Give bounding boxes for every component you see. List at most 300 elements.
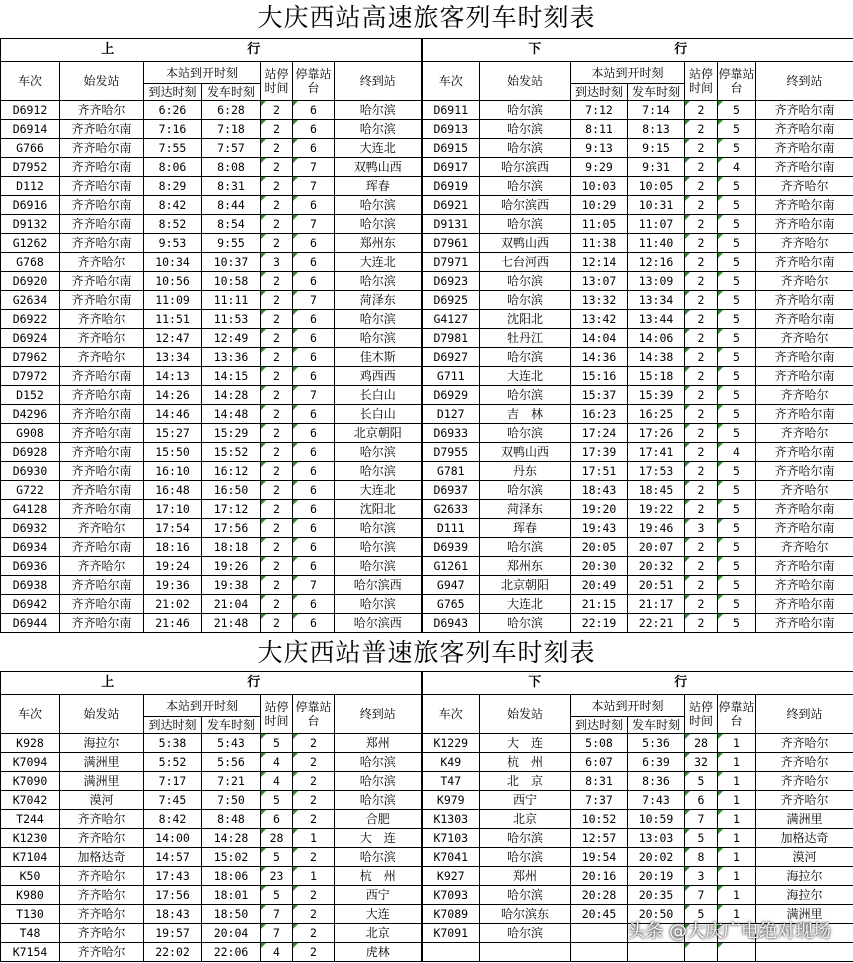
down-cell-stop: 2 <box>685 443 718 462</box>
up-cell-arrive: 8:06 <box>144 158 202 177</box>
up-cell-train: K7042 <box>1 791 60 810</box>
down-cell-train: G2633 <box>422 500 480 519</box>
up-cell-depart: 21:48 <box>202 614 261 633</box>
up-cell-origin: 海拉尔 <box>60 734 144 753</box>
down-cell-train: D6915 <box>422 139 480 158</box>
table-row <box>1 120 853 139</box>
down-cell-depart: 18:45 <box>628 481 685 500</box>
down-cell-arrive: 21:15 <box>571 595 628 614</box>
up-cell-train: D6916 <box>1 196 60 215</box>
up-cell-depart: 19:26 <box>202 557 261 576</box>
down-cell-arrive: 11:38 <box>571 234 628 253</box>
up-cell-dest: 哈尔滨 <box>335 215 422 234</box>
down-cell-arrive: 10:52 <box>571 810 628 829</box>
down-cell-train: G781 <box>422 462 480 481</box>
up-cell-stop: 2 <box>261 443 293 462</box>
up-cell-arrive: 14:13 <box>144 367 202 386</box>
up-cell-stop: 2 <box>261 158 293 177</box>
down-cell-dest: 齐齐哈尔南 <box>756 595 853 614</box>
col-times-group: 本站到开时刻 <box>571 62 685 84</box>
down-cell-platform: 5 <box>718 500 756 519</box>
up-cell-arrive: 10:56 <box>144 272 202 291</box>
up-cell-train: D7952 <box>1 158 60 177</box>
col-depart: 发车时刻 <box>628 717 685 734</box>
down-cell-platform: 5 <box>718 272 756 291</box>
up-cell-train: D6924 <box>1 329 60 348</box>
up-cell-arrive: 19:57 <box>144 924 202 943</box>
down-cell-stop: 2 <box>685 253 718 272</box>
up-cell-train: K980 <box>1 886 60 905</box>
up-cell-arrive: 19:24 <box>144 557 202 576</box>
table-row <box>1 538 853 557</box>
up-cell-stop: 2 <box>261 481 293 500</box>
col-arrive: 到达时刻 <box>571 84 628 101</box>
up-cell-depart: 13:36 <box>202 348 261 367</box>
down-cell-depart: 17:26 <box>628 424 685 443</box>
down-cell-stop: 2 <box>685 158 718 177</box>
up-cell-platform: 6 <box>293 120 335 139</box>
down-cell-dest: 齐齐哈尔 <box>756 386 853 405</box>
down-cell-platform: 5 <box>718 481 756 500</box>
up-cell-stop: 4 <box>261 772 293 791</box>
up-cell-depart: 10:37 <box>202 253 261 272</box>
down-cell-depart: 20:19 <box>628 867 685 886</box>
up-cell-stop: 2 <box>261 462 293 481</box>
up-cell-depart: 5:43 <box>202 734 261 753</box>
up-cell-dest: 长白山 <box>335 405 422 424</box>
up-cell-arrive: 5:52 <box>144 753 202 772</box>
up-cell-stop: 2 <box>261 215 293 234</box>
down-cell-arrive: 11:05 <box>571 215 628 234</box>
up-cell-origin: 齐齐哈尔南 <box>60 462 144 481</box>
down-cell-dest: 加格达奇 <box>756 829 853 848</box>
up-cell-origin: 满洲里 <box>60 753 144 772</box>
up-cell-train: D6922 <box>1 310 60 329</box>
up-cell-arrive: 14:57 <box>144 848 202 867</box>
down-cell-train: D6923 <box>422 272 480 291</box>
down-cell-stop: 2 <box>685 101 718 120</box>
up-cell-stop: 2 <box>261 576 293 595</box>
down-cell-stop: 2 <box>685 500 718 519</box>
up-cell-train: D7972 <box>1 367 60 386</box>
up-cell-depart: 16:50 <box>202 481 261 500</box>
up-cell-train: D6912 <box>1 101 60 120</box>
up-cell-stop: 2 <box>261 120 293 139</box>
down-cell-arrive: 15:37 <box>571 386 628 405</box>
down-cell-platform: 5 <box>718 538 756 557</box>
up-cell-stop: 2 <box>261 177 293 196</box>
down-cell-origin: 哈尔滨 <box>480 386 571 405</box>
down-cell-origin: 牡丹江 <box>480 329 571 348</box>
up-cell-arrive: 18:16 <box>144 538 202 557</box>
table-row <box>1 791 853 810</box>
up-cell-origin: 齐齐哈尔 <box>60 810 144 829</box>
table-row <box>1 614 853 633</box>
col-origin: 始发站 <box>60 695 144 734</box>
down-cell-dest: 齐齐哈尔南 <box>756 291 853 310</box>
down-cell-stop: 8 <box>685 848 718 867</box>
up-cell-arrive: 14:00 <box>144 829 202 848</box>
up-cell-stop: 5 <box>261 791 293 810</box>
down-cell-train: D6937 <box>422 481 480 500</box>
down-cell-stop: 2 <box>685 215 718 234</box>
down-cell-origin: 北 京 <box>480 772 571 791</box>
down-cell-origin: 哈尔滨 <box>480 886 571 905</box>
up-cell-arrive: 7:17 <box>144 772 202 791</box>
down-cell-arrive: 13:32 <box>571 291 628 310</box>
up-cell-dest: 沈阳北 <box>335 500 422 519</box>
up-cell-dest: 西宁 <box>335 886 422 905</box>
down-cell-depart <box>628 943 685 962</box>
up-cell-origin: 齐齐哈尔南 <box>60 500 144 519</box>
up-cell-stop: 2 <box>261 538 293 557</box>
up-cell-train: D6944 <box>1 614 60 633</box>
down-cell-origin: 大 连 <box>480 734 571 753</box>
down-cell-depart: 15:18 <box>628 367 685 386</box>
up-cell-depart: 18:06 <box>202 867 261 886</box>
up-cell-depart: 5:56 <box>202 753 261 772</box>
up-cell-train: G4128 <box>1 500 60 519</box>
up-cell-stop: 5 <box>261 886 293 905</box>
down-cell-origin: 北京朝阳 <box>480 576 571 595</box>
down-cell-stop: 7 <box>685 810 718 829</box>
up-cell-stop: 2 <box>261 557 293 576</box>
table-row <box>1 329 853 348</box>
down-cell-depart: 10:59 <box>628 810 685 829</box>
up-cell-platform: 6 <box>293 538 335 557</box>
down-cell-train: K927 <box>422 867 480 886</box>
col-origin: 始发站 <box>480 695 571 734</box>
down-cell-train: K7093 <box>422 886 480 905</box>
up-cell-origin: 齐齐哈尔南 <box>60 272 144 291</box>
up-cell-platform: 6 <box>293 253 335 272</box>
up-cell-stop: 2 <box>261 196 293 215</box>
up-cell-dest: 哈尔滨 <box>335 272 422 291</box>
up-cell-stop: 2 <box>261 234 293 253</box>
up-cell-platform: 6 <box>293 310 335 329</box>
up-cell-stop: 3 <box>261 253 293 272</box>
down-cell-origin: 哈尔滨 <box>480 614 571 633</box>
table-row <box>1 595 853 614</box>
down-cell-arrive: 22:19 <box>571 614 628 633</box>
up-cell-dest: 杭 州 <box>335 867 422 886</box>
up-cell-depart: 16:12 <box>202 462 261 481</box>
down-cell-arrive: 16:23 <box>571 405 628 424</box>
up-cell-origin: 齐齐哈尔 <box>60 557 144 576</box>
down-cell-dest: 齐齐哈尔南 <box>756 196 853 215</box>
down-cell-stop: 2 <box>685 329 718 348</box>
up-cell-origin: 齐齐哈尔南 <box>60 386 144 405</box>
down-cell-train: D6925 <box>422 291 480 310</box>
down-cell-depart: 14:38 <box>628 348 685 367</box>
up-cell-depart: 17:56 <box>202 519 261 538</box>
down-cell-train: K7091 <box>422 924 480 943</box>
down-cell-dest: 齐齐哈尔 <box>756 772 853 791</box>
up-cell-dest: 哈尔滨 <box>335 557 422 576</box>
up-cell-train: D6914 <box>1 120 60 139</box>
up-cell-origin: 齐齐哈尔南 <box>60 538 144 557</box>
down-cell-depart: 9:31 <box>628 158 685 177</box>
up-cell-dest: 哈尔滨 <box>335 101 422 120</box>
down-cell-platform: 5 <box>718 348 756 367</box>
down-cell-depart: 8:36 <box>628 772 685 791</box>
up-cell-arrive: 17:43 <box>144 867 202 886</box>
up-cell-platform: 2 <box>293 905 335 924</box>
up-cell-origin: 齐齐哈尔 <box>60 329 144 348</box>
up-cell-train: D6938 <box>1 576 60 595</box>
up-cell-train: D9132 <box>1 215 60 234</box>
up-cell-origin: 齐齐哈尔南 <box>60 215 144 234</box>
up-cell-train: D7962 <box>1 348 60 367</box>
up-cell-depart: 8:48 <box>202 810 261 829</box>
up-cell-origin: 齐齐哈尔 <box>60 924 144 943</box>
down-cell-train: D6929 <box>422 386 480 405</box>
down-cell-depart: 20:32 <box>628 557 685 576</box>
up-cell-platform: 2 <box>293 924 335 943</box>
up-cell-platform: 6 <box>293 139 335 158</box>
down-cell-depart: 11:40 <box>628 234 685 253</box>
down-cell-arrive: 19:54 <box>571 848 628 867</box>
down-cell-origin: 郑州 <box>480 867 571 886</box>
up-cell-depart: 14:15 <box>202 367 261 386</box>
col-stop: 站停时间 <box>685 695 718 734</box>
up-cell-platform: 2 <box>293 734 335 753</box>
down-cell-arrive <box>571 943 628 962</box>
up-cell-dest: 大 连 <box>335 829 422 848</box>
up-cell-stop: 23 <box>261 867 293 886</box>
down-cell-dest: 齐齐哈尔南 <box>756 215 853 234</box>
up-cell-platform: 1 <box>293 829 335 848</box>
up-cell-stop: 4 <box>261 753 293 772</box>
up-cell-depart: 18:50 <box>202 905 261 924</box>
down-cell-train: K7041 <box>422 848 480 867</box>
down-cell-origin: 哈尔滨西 <box>480 196 571 215</box>
up-cell-depart: 22:06 <box>202 943 261 962</box>
down-cell-arrive: 20:45 <box>571 905 628 924</box>
up-cell-train: D6928 <box>1 443 60 462</box>
table-row <box>1 367 853 386</box>
up-cell-platform: 6 <box>293 595 335 614</box>
down-cell-stop: 2 <box>685 367 718 386</box>
down-cell-dest: 海拉尔 <box>756 886 853 905</box>
down-cell-arrive: 14:36 <box>571 348 628 367</box>
up-cell-origin: 齐齐哈尔南 <box>60 595 144 614</box>
down-cell-stop: 2 <box>685 576 718 595</box>
down-cell-stop: 2 <box>685 291 718 310</box>
down-cell-stop: 2 <box>685 234 718 253</box>
col-train: 车次 <box>422 62 480 101</box>
up-cell-platform: 7 <box>293 158 335 177</box>
up-cell-train: G2634 <box>1 291 60 310</box>
up-cell-dest: 哈尔滨 <box>335 310 422 329</box>
down-cell-dest: 齐齐哈尔南 <box>756 120 853 139</box>
up-cell-train: T130 <box>1 905 60 924</box>
up-cell-origin: 满洲里 <box>60 772 144 791</box>
down-cell-depart: 13:03 <box>628 829 685 848</box>
up-cell-dest: 大连北 <box>335 139 422 158</box>
down-cell-arrive: 17:39 <box>571 443 628 462</box>
up-cell-arrive: 17:10 <box>144 500 202 519</box>
up-cell-dest: 哈尔滨 <box>335 848 422 867</box>
col-train: 车次 <box>1 695 60 734</box>
up-cell-platform: 6 <box>293 481 335 500</box>
down-cell-stop: 2 <box>685 177 718 196</box>
table-row <box>1 848 853 867</box>
up-cell-origin: 齐齐哈尔南 <box>60 576 144 595</box>
up-cell-origin: 齐齐哈尔南 <box>60 158 144 177</box>
down-cell-stop: 7 <box>685 886 718 905</box>
down-cell-train: K1229 <box>422 734 480 753</box>
up-cell-depart: 9:55 <box>202 234 261 253</box>
up-cell-platform: 2 <box>293 886 335 905</box>
up-cell-depart: 8:08 <box>202 158 261 177</box>
up-cell-dest: 哈尔滨 <box>335 443 422 462</box>
up-cell-arrive: 14:26 <box>144 386 202 405</box>
col-stop: 站停时间 <box>685 62 718 101</box>
up-cell-stop: 6 <box>261 810 293 829</box>
table-row <box>1 886 853 905</box>
down-cell-dest: 满洲里 <box>756 810 853 829</box>
up-cell-dest: 哈尔滨 <box>335 791 422 810</box>
down-cell-arrive: 10:03 <box>571 177 628 196</box>
down-cell-train: K979 <box>422 791 480 810</box>
up-cell-origin: 齐齐哈尔 <box>60 101 144 120</box>
down-cell-dest: 齐齐哈尔南 <box>756 405 853 424</box>
col-stop: 站停时间 <box>261 62 293 101</box>
down-cell-depart: 17:41 <box>628 443 685 462</box>
up-cell-stop: 5 <box>261 734 293 753</box>
up-cell-train: T48 <box>1 924 60 943</box>
down-cell-arrive: 19:43 <box>571 519 628 538</box>
down-cell-platform: 1 <box>718 867 756 886</box>
down-cell-depart: 13:09 <box>628 272 685 291</box>
up-cell-dest: 大连北 <box>335 253 422 272</box>
table-row <box>1 386 853 405</box>
up-cell-depart: 8:31 <box>202 177 261 196</box>
high-speed-title: 大庆西站高速旅客列车时刻表 <box>257 3 596 32</box>
down-cell-depart: 8:13 <box>628 120 685 139</box>
down-cell-dest: 齐齐哈尔 <box>756 481 853 500</box>
up-cell-depart: 18:01 <box>202 886 261 905</box>
down-cell-arrive <box>571 924 628 943</box>
up-cell-stop: 2 <box>261 500 293 519</box>
down-cell-dest <box>756 943 853 962</box>
down-cell-origin: 西宁 <box>480 791 571 810</box>
down-cell-arrive: 14:04 <box>571 329 628 348</box>
down-cell-train: D6917 <box>422 158 480 177</box>
table-row <box>1 139 853 158</box>
down-cell-train: D111 <box>422 519 480 538</box>
down-cell-origin: 哈尔滨 <box>480 177 571 196</box>
down-cell-platform: 5 <box>718 139 756 158</box>
down-cell-origin: 哈尔滨西 <box>480 158 571 177</box>
up-cell-arrive: 13:34 <box>144 348 202 367</box>
down-cell-train: K1303 <box>422 810 480 829</box>
table-row <box>1 810 853 829</box>
down-cell-platform: 5 <box>718 367 756 386</box>
up-cell-arrive: 8:52 <box>144 215 202 234</box>
table-row <box>1 443 853 462</box>
up-cell-dest: 哈尔滨 <box>335 196 422 215</box>
up-cell-dest: 佳木斯 <box>335 348 422 367</box>
table-row <box>1 310 853 329</box>
up-cell-depart: 18:18 <box>202 538 261 557</box>
up-cell-depart: 8:54 <box>202 215 261 234</box>
down-cell-dest: 齐齐哈尔南 <box>756 253 853 272</box>
down-cell-platform: 4 <box>718 443 756 462</box>
down-cell-dest: 齐齐哈尔南 <box>756 158 853 177</box>
table-row <box>1 462 853 481</box>
up-cell-origin: 齐齐哈尔南 <box>60 443 144 462</box>
down-cell-origin: 哈尔滨 <box>480 424 571 443</box>
down-cell-platform: 5 <box>718 329 756 348</box>
up-cell-stop: 7 <box>261 924 293 943</box>
down-cell-depart: 22:21 <box>628 614 685 633</box>
up-cell-origin: 齐齐哈尔 <box>60 943 144 962</box>
down-cell-train: G711 <box>422 367 480 386</box>
down-cell-platform: 5 <box>718 310 756 329</box>
up-cell-dest: 哈尔滨西 <box>335 576 422 595</box>
up-cell-depart: 10:58 <box>202 272 261 291</box>
down-cell-platform: 5 <box>718 177 756 196</box>
up-cell-origin: 齐齐哈尔 <box>60 310 144 329</box>
table-row <box>1 158 853 177</box>
down-cell-arrive: 7:37 <box>571 791 628 810</box>
down-cell-origin: 哈尔滨 <box>480 829 571 848</box>
up-cell-stop: 4 <box>261 943 293 962</box>
down-cell-train: D6933 <box>422 424 480 443</box>
down-cell-dest: 齐齐哈尔 <box>756 234 853 253</box>
up-cell-stop: 2 <box>261 101 293 120</box>
down-cell-dest: 齐齐哈尔 <box>756 734 853 753</box>
up-cell-platform: 6 <box>293 443 335 462</box>
down-cell-train: D7955 <box>422 443 480 462</box>
up-cell-platform: 6 <box>293 101 335 120</box>
up-cell-arrive: 18:43 <box>144 905 202 924</box>
table-row <box>1 348 853 367</box>
down-cell-train: D9131 <box>422 215 480 234</box>
up-cell-platform: 6 <box>293 348 335 367</box>
up-cell-dest: 北京 <box>335 924 422 943</box>
up-cell-depart: 14:28 <box>202 386 261 405</box>
down-cell-depart: 19:46 <box>628 519 685 538</box>
up-cell-platform: 7 <box>293 576 335 595</box>
down-cell-dest: 齐齐哈尔南 <box>756 557 853 576</box>
up-cell-platform: 6 <box>293 462 335 481</box>
up-direction-label: 上 行 <box>1 39 422 62</box>
up-cell-depart: 17:12 <box>202 500 261 519</box>
up-cell-platform: 1 <box>293 867 335 886</box>
up-cell-origin: 齐齐哈尔南 <box>60 120 144 139</box>
up-cell-origin: 齐齐哈尔 <box>60 348 144 367</box>
up-cell-stop: 2 <box>261 272 293 291</box>
down-cell-train: D6943 <box>422 614 480 633</box>
down-cell-stop: 2 <box>685 462 718 481</box>
table-row <box>1 481 853 500</box>
down-cell-platform: 4 <box>718 158 756 177</box>
col-arrive: 到达时刻 <box>571 717 628 734</box>
up-cell-dest: 双鸭山西 <box>335 158 422 177</box>
down-cell-depart: 20:50 <box>628 905 685 924</box>
down-cell-depart: 20:07 <box>628 538 685 557</box>
col-platform: 停靠站台 <box>293 695 335 734</box>
down-cell-origin: 七台河西 <box>480 253 571 272</box>
down-cell-platform: 5 <box>718 614 756 633</box>
table-row <box>1 500 853 519</box>
up-cell-train: G1262 <box>1 234 60 253</box>
down-cell-platform: 1 <box>718 772 756 791</box>
down-cell-stop: 28 <box>685 734 718 753</box>
